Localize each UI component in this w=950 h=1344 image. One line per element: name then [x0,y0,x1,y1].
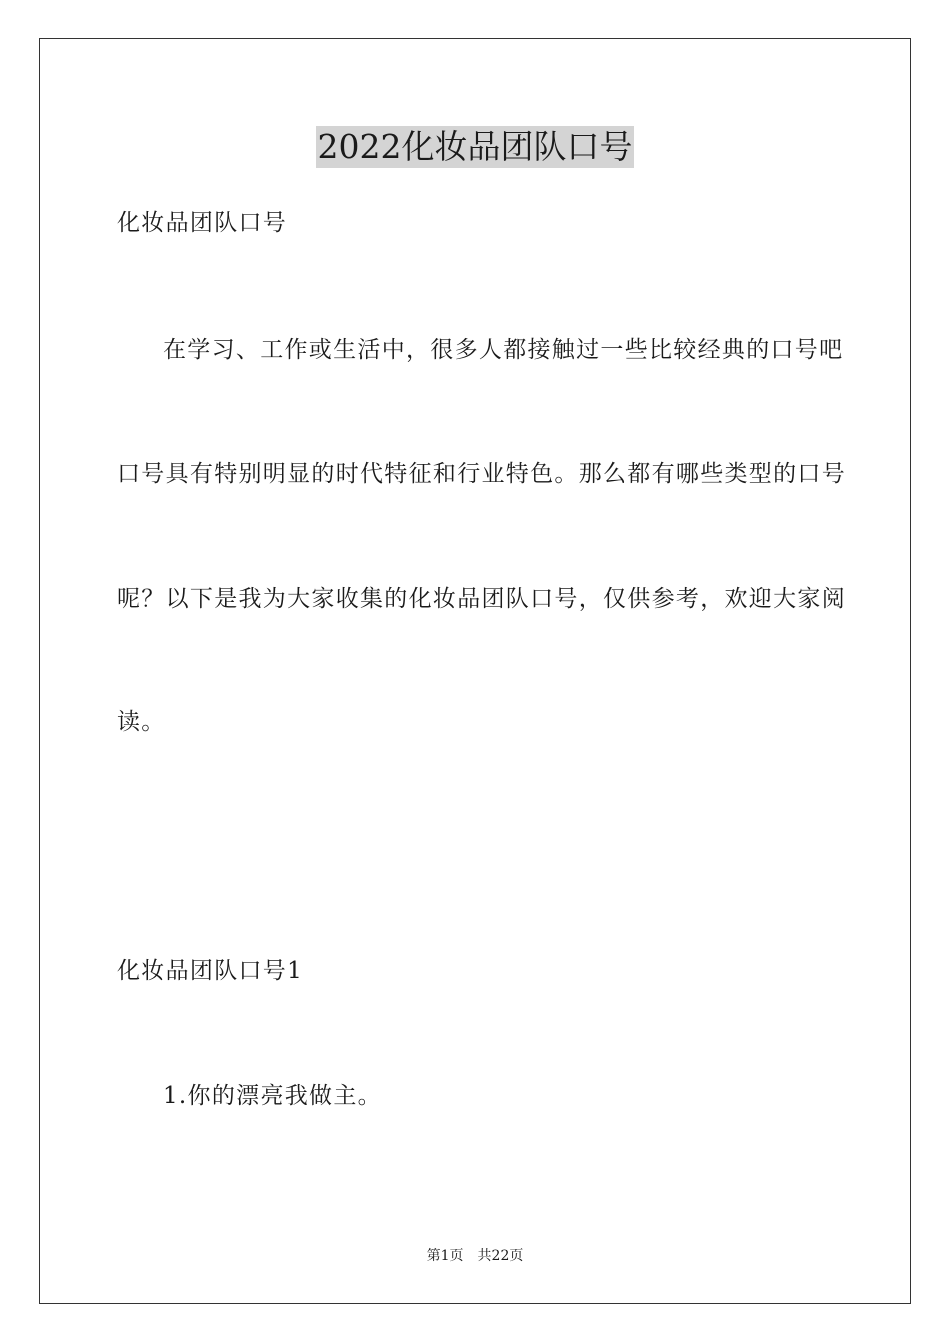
page-number-total: 共22页 [477,1248,524,1264]
list-item: 1.你的漂亮我做主。 [163,1083,382,1109]
section-heading: 化妆品团队口号1 [117,958,304,984]
page-footer [0,1246,950,1266]
document-subtitle: 化妆品团队口号 [117,210,288,236]
intro-line-4: 读。 [117,709,166,735]
intro-line-1: 在学习、工作或生活中，很多人都接触过一些比较经典的口号吧 [163,337,844,363]
intro-line-2: 口号具有特别明显的时代特征和行业特色。那么都有哪些类型的口号 [117,461,846,487]
document-title: 2022化妆品团队口号 [317,127,633,166]
title-container [0,126,950,168]
page-number-current: 第1页 [426,1248,464,1264]
intro-line-3: 呢？以下是我为大家收集的化妆品团队口号，仅供参考，欢迎大家阅 [117,586,846,612]
